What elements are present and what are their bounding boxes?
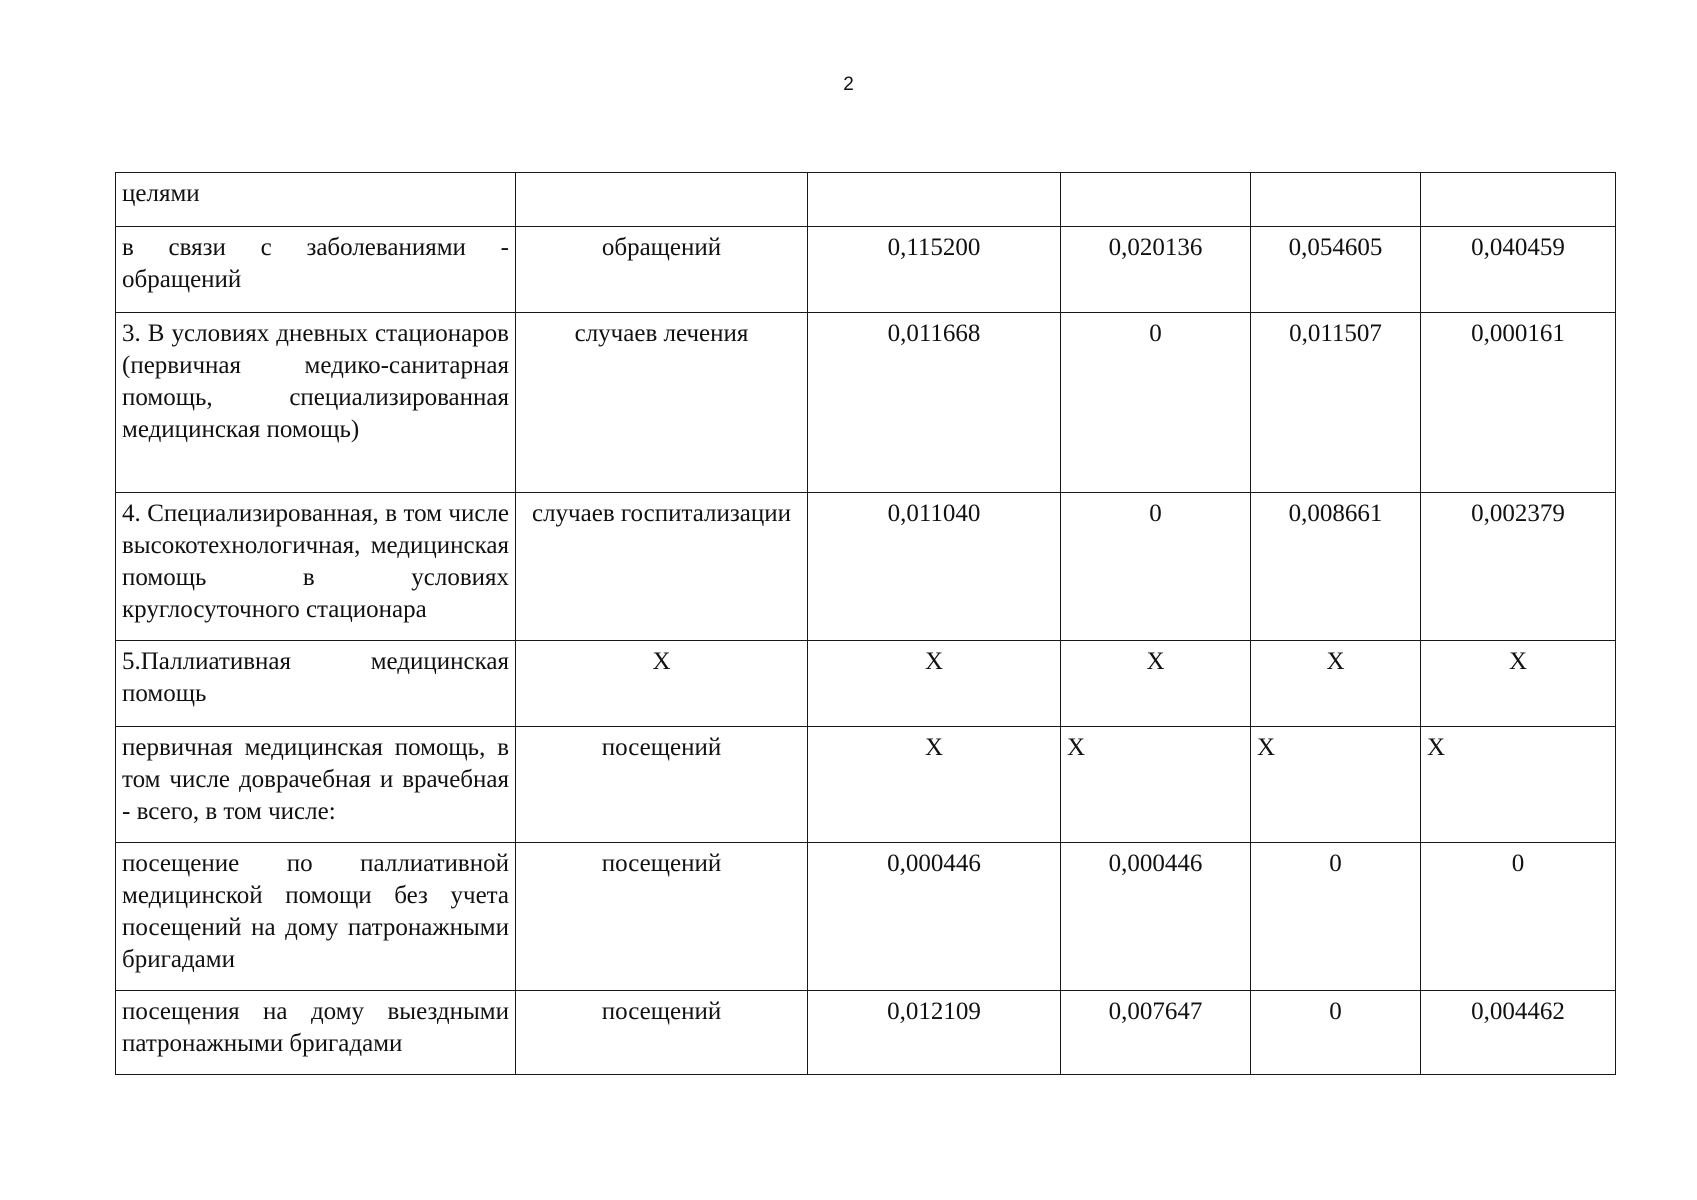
row-name-cell: 3. В условиях дневных стационаров (первичная медико-санитарная помощь, специализированная медицинская помощь) [116,313,516,493]
value-cell: X [1061,641,1251,727]
value-cell: 0 [1251,843,1421,991]
row-name-cell: 5.Паллиативная медицинская помощь [116,641,516,727]
table-row [116,173,1616,227]
value-cell: 0,115200 [808,227,1061,313]
row-name-cell: первичная медицинская помощь, в том числе доврачебная и врачебная - всего, в том числе: [116,727,516,843]
value-cell: 0,007647 [1061,991,1251,1075]
value-cell: X [808,727,1061,843]
table-row [116,313,1616,493]
value-cell: 0,004462 [1421,991,1616,1075]
value-cell: 0,000446 [808,843,1061,991]
table-row [116,641,1616,727]
value-cell: 0,012109 [808,991,1061,1075]
row-name-cell: посещения на дому выездными патронажными бригадами [116,991,516,1075]
value-cell: X [1061,727,1251,843]
table-row [116,227,1616,313]
value-cell: 0 [1061,313,1251,493]
value-cell: 0 [1251,991,1421,1075]
row-name-cell: посещение по паллиативной медицинской помощи без учета посещений на дому патронажными бригадами [116,843,516,991]
page-number: 2 [843,74,854,95]
unit-cell: случаев лечения [516,313,808,493]
value-cell: X [808,641,1061,727]
unit-cell: обращений [516,227,808,313]
unit-cell: посещений [516,991,808,1075]
value-cell: 0,011040 [808,493,1061,641]
value-cell: 0,040459 [1421,227,1616,313]
row-name-cell: целями [116,173,516,227]
value-cell: 0,002379 [1421,493,1616,641]
value-cell: 0,000161 [1421,313,1616,493]
unit-cell: X [516,641,808,727]
table-row [116,493,1616,641]
value-cell: X [1251,641,1421,727]
value-cell [1251,173,1421,227]
value-cell: 0 [1061,493,1251,641]
value-cell: 0,011668 [808,313,1061,493]
value-cell: X [1421,727,1616,843]
value-cell: 0,011507 [1251,313,1421,493]
unit-cell [516,173,808,227]
value-cell: X [1251,727,1421,843]
unit-cell: посещений [516,843,808,991]
value-cell [1421,173,1616,227]
value-cell: 0,020136 [1061,227,1251,313]
unit-cell: случаев госпитализации [516,493,808,641]
table-row [116,727,1616,843]
value-cell: 0,000446 [1061,843,1251,991]
value-cell [808,173,1061,227]
unit-cell: посещений [516,727,808,843]
value-cell [1061,173,1251,227]
table-row [116,991,1616,1075]
value-cell: X [1421,641,1616,727]
value-cell: 0 [1421,843,1616,991]
row-name-cell: 4. Специализированная, в том числе высокотехнологичная, медицинская помощь в условиях круглосуточного стационара [116,493,516,641]
value-cell: 0,008661 [1251,493,1421,641]
indicators-table [115,172,1616,1075]
row-name-cell: в связи с заболеваниями - обращений [116,227,516,313]
value-cell: 0,054605 [1251,227,1421,313]
table-row [116,843,1616,991]
